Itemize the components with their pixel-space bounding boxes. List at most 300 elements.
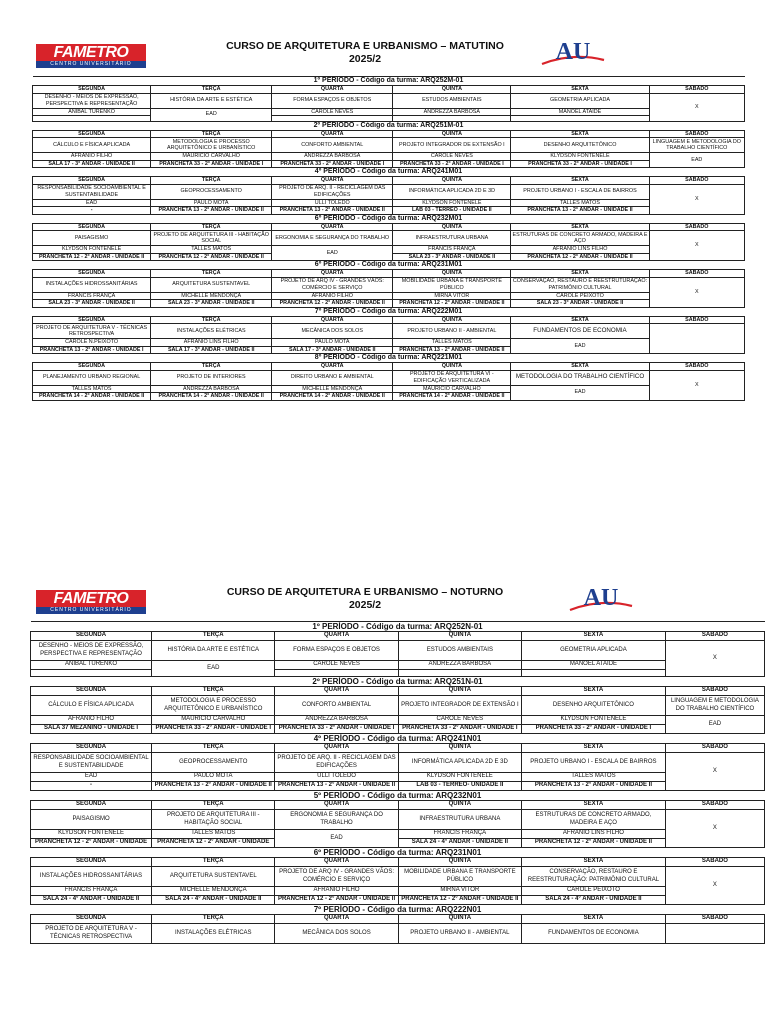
room-row xyxy=(31,896,765,905)
subject-row xyxy=(33,184,745,199)
day-header: QUARTA xyxy=(272,130,393,138)
day-header: QUARTA xyxy=(275,632,398,641)
day-header: SÁBADO xyxy=(649,86,744,94)
room-row xyxy=(31,782,765,791)
teacher-cell: PAULO MOTA xyxy=(151,199,272,207)
teacher-cell: KLYDSON FONTENELE xyxy=(511,153,649,161)
subject-cell: INFORMÁTICA APLICADA 2D E 3D xyxy=(398,753,521,773)
subject-row xyxy=(33,370,745,385)
saturday-cell: X xyxy=(649,231,744,261)
room-cell: - xyxy=(33,207,151,215)
period-heading: 8º PERÍODO - Código da turma: ARQ221M01 xyxy=(33,354,745,363)
period-heading: 4º PERÍODO - Código da turma: ARQ241N01 xyxy=(31,734,765,744)
day-header-row xyxy=(31,915,765,924)
day-header: QUARTA xyxy=(275,915,398,924)
teacher-cell: TALLES MATOS xyxy=(393,339,511,347)
day-header: SEGUNDA xyxy=(31,801,152,810)
subject-row xyxy=(33,324,745,339)
room-cell: PRANCHETA 12 - 2° ANDAR - UNIDADE II xyxy=(275,896,398,905)
day-header: TERÇA xyxy=(151,223,272,231)
teacher-cell: MIRNA VITOR xyxy=(398,887,521,896)
subject-cell: CÁLCULO E FÍSICA APLICADA xyxy=(31,696,152,716)
schedule-table-matutino xyxy=(32,76,745,401)
day-header: SÁBADO xyxy=(665,801,764,810)
teacher-cell: EAD xyxy=(31,773,152,782)
period-heading: 6º PERÍODO - Código da turma: ARQ231N01 xyxy=(31,848,765,858)
period-heading-row xyxy=(33,77,745,86)
day-header: QUARTA xyxy=(275,801,398,810)
day-header: TERÇA xyxy=(152,687,275,696)
subject-cell: PAISAGISMO xyxy=(31,810,152,830)
room-cell: PRANCHETA 12 - 2° ANDAR - UNIDADE II xyxy=(393,300,511,308)
day-header: SÁBADO xyxy=(665,744,764,753)
saturday-cell: X xyxy=(649,370,744,400)
teacher-cell: KLYDSON FONTENELE xyxy=(33,246,151,254)
room-cell: PRANCHETA 33 - 2° ANDAR - UNIDADE I xyxy=(151,160,272,168)
day-header: SÁBADO xyxy=(665,858,764,867)
teacher-cell: KLYDSON FONTENELE xyxy=(393,199,511,207)
room-cell: SALA 23 - 3° ANDAR - UNIDADE II xyxy=(511,300,649,308)
saturday-cell: LINGUAGEM E METODOLOGIA DO TRABALHO CIENTÍFICO xyxy=(665,696,764,716)
period-heading: 4º PERÍODO - Código da turma: ARQ241M01 xyxy=(33,168,745,177)
period-heading: 1º PERÍODO - Código da turma: ARQ252N-01 xyxy=(31,622,765,632)
room-cell: SALA 17 - 3° ANDAR - UNIDADE II xyxy=(151,346,272,354)
day-header: TERÇA xyxy=(152,744,275,753)
subject-cell: PROJETO DE INTERIORES xyxy=(151,370,272,385)
course-title: CURSO DE ARQUITETURA E URBANISMO – MATUTINO xyxy=(226,40,504,52)
schedule-title xyxy=(150,40,580,66)
subject-cell: GEOMETRIA APLICADA xyxy=(522,641,666,661)
saturday-cell xyxy=(665,924,764,944)
period-heading: 2º PERÍODO - Código da turma: ARQ251M-01 xyxy=(33,121,745,130)
period-heading: 2º PERÍODO - Código da turma: ARQ251N-01 xyxy=(31,677,765,687)
logo-brand: FAMETRO xyxy=(53,590,129,607)
day-header: SÁBADO xyxy=(649,363,744,371)
room-cell: PRANCHETA 13 - 2° ANDAR - UNIDADE II xyxy=(275,782,398,791)
au-mark: AU xyxy=(555,39,591,65)
subject-cell: PROJETO URBANO II - AMBIENTAL xyxy=(393,324,511,339)
subject-cell: DIREITO URBANO E AMBIENTAL xyxy=(272,370,393,385)
day-header: SEGUNDA xyxy=(31,632,152,641)
teacher-cell: ANDREZZA BARBOSA xyxy=(275,716,398,725)
day-header-row xyxy=(33,130,745,138)
period-heading-row xyxy=(31,734,765,744)
teacher-cell: ANDREZZA BARBOSA xyxy=(272,153,393,161)
subject-cell: PLANEJAMENTO URBANO REGIONAL xyxy=(33,370,151,385)
day-header: SEXTA xyxy=(522,687,666,696)
teacher-row xyxy=(31,830,765,839)
day-header: SEGUNDA xyxy=(33,130,151,138)
subject-cell: CONFORTO AMBIENTAL xyxy=(272,138,393,153)
day-header: QUINTA xyxy=(393,130,511,138)
day-header: QUARTA xyxy=(275,858,398,867)
teacher-cell: AFRANIO LINS FILHO xyxy=(522,830,666,839)
day-header: SEGUNDA xyxy=(31,858,152,867)
teacher-row xyxy=(33,199,745,207)
room-cell: PRANCHETA 33 - 2° ANDAR - UNIDADE I xyxy=(275,725,398,734)
day-header: QUARTA xyxy=(272,363,393,371)
day-header-row xyxy=(31,801,765,810)
room-cell: PRANCHETA 33 - 2° ANDAR - UNIDADE I xyxy=(398,725,521,734)
room-cell: PRANCHETA 33 - 2° ANDAR - UNIDADE I xyxy=(152,725,275,734)
day-header: TERÇA xyxy=(151,130,272,138)
teacher-row xyxy=(33,292,745,300)
room-cell: SALA 37 MEZANINO - UNIDADE I xyxy=(31,725,152,734)
subject-cell: GEOMETRIA APLICADA xyxy=(511,93,649,108)
saturday-cell: X xyxy=(665,810,764,848)
day-header: SEXTA xyxy=(522,632,666,641)
subject-cell: FUNDAMENTOS DE ECONOMIA xyxy=(522,924,666,944)
day-header: QUARTA xyxy=(272,223,393,231)
period-heading-row xyxy=(31,677,765,687)
subject-row xyxy=(31,641,765,661)
teacher-cell: MAURÍCIO CARVALHO xyxy=(152,716,275,725)
teacher-cell: EAD xyxy=(33,199,151,207)
day-header: QUINTA xyxy=(398,744,521,753)
day-header-row xyxy=(33,270,745,278)
room-cell: PRANCHETA 13 - 2° ANDAR - UNIDADE II xyxy=(272,207,393,215)
day-header: QUINTA xyxy=(393,270,511,278)
subject-cell: ESTUDOS AMBIENTAIS xyxy=(393,93,511,108)
room-cell: PRANCHETA 14 - 2° ANDAR - UNIDADE II xyxy=(33,393,151,401)
subject-cell: PROJETO DE ARQ IV - GRANDES VÃOS: COMÉRCIO E SERVIÇO xyxy=(272,277,393,292)
day-header: QUARTA xyxy=(275,744,398,753)
room-cell: PRANCHETA 14 - 2° ANDAR - UNIDADE II xyxy=(393,393,511,401)
day-header: SEGUNDA xyxy=(33,270,151,278)
day-header: TERÇA xyxy=(151,316,272,324)
teacher-cell: TALLES MATOS xyxy=(152,830,275,839)
room-cell: SALA 24 - 4° ANDAR - UNIDADE II xyxy=(522,896,666,905)
ead-cell: EAD xyxy=(275,830,398,848)
period-heading-row xyxy=(31,905,765,915)
teacher-row xyxy=(33,339,745,347)
period-heading-row xyxy=(33,121,745,130)
subject-cell: MOBILIDADE URBANA E TRANSPORTE PÚBLICO xyxy=(393,277,511,292)
saturday-cell: X xyxy=(665,753,764,791)
room-cell: LAB 03 - TÉRREO- UNIDADE II xyxy=(398,782,521,791)
subject-cell: RESPONSABILIDADE SOCIOAMBIENTAL E SUSTENTABILIDADE xyxy=(31,753,152,773)
au-logo xyxy=(566,584,636,616)
teacher-cell: CAROLE NEVES xyxy=(272,108,393,116)
teacher-cell: CAROLE NEVES xyxy=(393,153,511,161)
room-cell: PRANCHETA 12 - 2° ANDAR - UNIDADE II xyxy=(398,896,521,905)
room-cell: SALA 23 - 3° ANDAR - UNIDADE II xyxy=(33,300,151,308)
period-heading-row xyxy=(33,168,745,177)
period-heading-row xyxy=(33,354,745,363)
subject-row xyxy=(31,924,765,944)
room-cell: PRANCHETA 33 - 2° ANDAR - UNIDADE I xyxy=(393,160,511,168)
day-header: TERÇA xyxy=(152,632,275,641)
ead-cell: EAD xyxy=(665,716,764,734)
subject-cell: PROJETO DE ARQUITETURA V - TÉCNICAS RETROSPECTIVA xyxy=(31,924,152,944)
day-header: SEGUNDA xyxy=(31,687,152,696)
day-header-row xyxy=(33,363,745,371)
day-header: SEXTA xyxy=(522,801,666,810)
room-cell: PRANCHETA 12 - 2° ANDAR - UNIDADE II xyxy=(33,253,151,261)
subject-row xyxy=(31,696,765,716)
subject-cell: GEOPROCESSAMENTO xyxy=(152,753,275,773)
subject-cell: RESPONSABILIDADE SOCIOAMBIENTAL E SUSTENTABILIDADE xyxy=(33,184,151,199)
teacher-cell: TALLES MATOS xyxy=(511,199,649,207)
saturday-cell: X xyxy=(665,867,764,905)
day-header: QUINTA xyxy=(398,632,521,641)
day-header: SÁBADO xyxy=(665,915,764,924)
teacher-cell: MANOEL ATAÍDE xyxy=(522,661,666,670)
room-row xyxy=(31,839,765,848)
subject-cell: MOBILIDADE URBANA E TRANSPORTE PÚBLICO xyxy=(398,867,521,887)
room-cell: SALA 17 - 3° ANDAR - UNIDADE II xyxy=(33,160,151,168)
teacher-cell: ANDREZZA BARBOSA xyxy=(151,385,272,393)
saturday-cell: X xyxy=(665,641,764,677)
day-header: SEGUNDA xyxy=(31,744,152,753)
subject-cell: CONSERVAÇÃO, RESTAURO E REESTRUTURAÇÃO: PATRIMÔNIO CULTURAL xyxy=(522,867,666,887)
teacher-row xyxy=(33,385,745,393)
subject-row xyxy=(33,93,745,108)
room-cell xyxy=(275,670,398,677)
day-header: QUARTA xyxy=(272,270,393,278)
teacher-row xyxy=(31,887,765,896)
subject-cell: DESENHO - MEIOS DE EXPRESSÃO, PERSPECTIVA E REPRESENTAÇÃO xyxy=(31,641,152,661)
subject-row xyxy=(31,867,765,887)
course-title: CURSO DE ARQUITETURA E URBANISMO – NOTURNO xyxy=(226,586,504,598)
room-cell: PRANCHETA 13 - 2° ANDAR - UNIDADE II xyxy=(152,782,275,791)
room-cell: PRANCHETA 13 - 2° ANDAR - UNIDADE II xyxy=(393,346,511,354)
subject-cell: ERGONOMIA E SEGURANÇA DO TRABALHO xyxy=(275,810,398,830)
subject-cell: MECÂNICA DOS SOLOS xyxy=(275,924,398,944)
subject-cell: INSTALAÇÕES ELÉTRICAS xyxy=(151,324,272,339)
subject-cell: DESENHO ARQUITETÔNICO xyxy=(522,696,666,716)
room-cell: PRANCHETA 13 - 2° ANDAR - UNIDADE II xyxy=(151,207,272,215)
period-heading-row xyxy=(31,848,765,858)
day-header: SÁBADO xyxy=(665,687,764,696)
room-cell: PRANCHETA 12 - 2° ANDAR - UNIDADE II xyxy=(272,300,393,308)
teacher-cell: AFRANIO LINS FILHO xyxy=(511,246,649,254)
day-header: SEXTA xyxy=(522,915,666,924)
saturday-cell xyxy=(649,324,744,354)
day-header: SEGUNDA xyxy=(33,86,151,94)
subject-cell: FORMA ESPAÇOS E OBJETOS xyxy=(275,641,398,661)
saturday-cell: X xyxy=(649,93,744,121)
subject-row xyxy=(33,138,745,153)
day-header: TERÇA xyxy=(152,915,275,924)
subject-cell: ESTUDOS AMBIENTAIS xyxy=(398,641,521,661)
subject-cell: DESENHO ARQUITETÔNICO xyxy=(511,138,649,153)
teacher-cell: ANDREZZA BARBOSA xyxy=(398,661,521,670)
teacher-cell: MAURÍCIO CARVALHO xyxy=(151,153,272,161)
teacher-cell: TALLES MATOS xyxy=(151,246,272,254)
teacher-cell: PAULO MOTA xyxy=(152,773,275,782)
subject-cell: CÁLCULO E FÍSICA APLICADA xyxy=(33,138,151,153)
schedule-matutino xyxy=(0,0,768,500)
room-cell: PRANCHETA 12 - 2° ANDAR - UNIDADE II xyxy=(522,839,666,848)
room-cell: SALA 23 - 3° ANDAR - UNIDADE II xyxy=(151,300,272,308)
subject-cell: PROJETO DE ARQ. II - RECICLAGEM DAS EDIFICAÇÕES xyxy=(272,184,393,199)
room-cell: PRANCHETA 13 - 2° ANDAR - UNIDADE II xyxy=(522,782,666,791)
day-header: QUINTA xyxy=(398,801,521,810)
ead-cell: EAD xyxy=(511,385,649,400)
day-header: TERÇA xyxy=(151,270,272,278)
semester: 2025/2 xyxy=(348,599,382,611)
day-header: TERÇA xyxy=(151,86,272,94)
teacher-cell: CAROLE NEVES xyxy=(275,661,398,670)
teacher-cell: MICHELLE MENDONÇA xyxy=(152,887,275,896)
room-cell xyxy=(398,670,521,677)
teacher-cell: ANÍBAL TURENKO xyxy=(33,108,151,116)
period-heading: 1º PERÍODO - Código da turma: ARQ252M-01 xyxy=(33,77,745,86)
subject-cell: PROJETO URBANO I - ESCALA DE BAIRROS xyxy=(511,184,649,199)
day-header: SEXTA xyxy=(511,363,649,371)
subject-cell: METODOLOGIA E PROCESSO ARQUITETÔNICO E URBANÍSTICO xyxy=(152,696,275,716)
teacher-cell: MANOEL ATAÍDE xyxy=(511,108,649,116)
day-header: SEXTA xyxy=(511,130,649,138)
saturday-cell: LINGUAGEM E METODOLOGIA DO TRABALHO CIENTÍFICO xyxy=(649,138,744,153)
subject-cell: ESTRUTURAS DE CONCRETO ARMADO, MADEIRA E AÇO xyxy=(522,810,666,830)
subject-cell: PROJETO DE ARQ IV - GRANDES VÃOS: COMÉRCIO E SERVIÇO xyxy=(275,867,398,887)
subject-cell: ARQUITETURA SUSTENTAVEL xyxy=(151,277,272,292)
room-cell: PRANCHETA 33 - 2° ANDAR - UNIDADE I xyxy=(522,725,666,734)
subject-cell: PROJETO URBANO II - AMBIENTAL xyxy=(398,924,521,944)
day-header: SÁBADO xyxy=(649,316,744,324)
subject-cell: ARQUITETURA SUSTENTAVEL xyxy=(152,867,275,887)
subject-cell: PAISAGISMO xyxy=(33,231,151,246)
day-header: QUINTA xyxy=(393,177,511,185)
logo-subtitle: CENTRO UNIVERSITÁRIO xyxy=(36,607,146,614)
logo-subtitle: CENTRO UNIVERSITÁRIO xyxy=(36,61,146,68)
teacher-cell: MICHELLE MENDONÇA xyxy=(272,385,393,393)
teacher-cell: AFRANIO FILHO xyxy=(275,887,398,896)
teacher-cell: TALLES MATOS xyxy=(33,385,151,393)
day-header: QUINTA xyxy=(398,687,521,696)
au-logo xyxy=(538,38,608,70)
day-header: QUINTA xyxy=(393,86,511,94)
day-header-row xyxy=(31,687,765,696)
subject-cell: HISTÓRIA DA ARTE E ESTÉTICA xyxy=(151,93,272,108)
day-header: QUARTA xyxy=(272,177,393,185)
day-header: QUARTA xyxy=(272,86,393,94)
ead-cell: EAD xyxy=(152,661,275,677)
schedule-table-noturno xyxy=(30,621,765,944)
teacher-cell: CAROLE N.PEIXOTO xyxy=(33,339,151,347)
day-header-row xyxy=(33,316,745,324)
subject-cell: PROJETO URBANO I - ESCALA DE BAIRROS xyxy=(522,753,666,773)
period-heading: 6º PERÍODO - Código da turma: ARQ232M01 xyxy=(33,214,745,223)
teacher-row xyxy=(31,661,765,670)
au-mark: AU xyxy=(583,585,619,611)
subject-cell: GEOPROCESSAMENTO xyxy=(151,184,272,199)
room-row xyxy=(31,725,765,734)
subject-cell: ESTRUTURAS DE CONCRETO ARMADO, MADEIRA E AÇO xyxy=(512,231,648,244)
day-header: TERÇA xyxy=(152,858,275,867)
period-heading-row xyxy=(31,622,765,632)
day-header: SEGUNDA xyxy=(33,223,151,231)
subject-cell: CONFORTO AMBIENTAL xyxy=(275,696,398,716)
day-header: SÁBADO xyxy=(665,632,764,641)
teacher-cell: ULLI TOLEDO xyxy=(275,773,398,782)
teacher-cell: MIRNA VITOR xyxy=(393,292,511,300)
room-cell xyxy=(31,670,152,677)
subject-cell: METODOLOGIA E PROCESSO ARQUITETÔNICO E URBANÍSTICO xyxy=(151,138,272,153)
room-cell: PRANCHETA 33 - 2° ANDAR - UNIDADE I xyxy=(272,160,393,168)
day-header: QUINTA xyxy=(393,363,511,371)
day-header: SEXTA xyxy=(522,858,666,867)
teacher-row xyxy=(33,153,745,161)
saturday-cell: X xyxy=(649,277,744,307)
day-header: TERÇA xyxy=(152,801,275,810)
day-header: SEXTA xyxy=(511,270,649,278)
semester: 2025/2 xyxy=(348,53,382,65)
room-cell: SALA 24 - 4° ANDAR - UNIDADE II xyxy=(31,896,152,905)
ead-cell: EAD xyxy=(511,339,649,354)
ead-cell: EAD xyxy=(649,153,744,168)
logo-brand: FAMETRO xyxy=(53,44,129,61)
day-header: QUARTA xyxy=(272,316,393,324)
subject-cell: PROJETO DE ARQUITETURA III - HABITAÇÃO SOCIAL xyxy=(151,231,272,246)
day-header: SEXTA xyxy=(511,223,649,231)
teacher-row xyxy=(31,773,765,782)
room-cell: SALA 23 - 3° ANDAR - UNIDADE II xyxy=(393,253,511,261)
day-header: SÁBADO xyxy=(649,130,744,138)
period-heading-row xyxy=(31,791,765,801)
subject-cell: PROJETO INTEGRADOR DE EXTENSÃO I xyxy=(398,696,521,716)
subject-cell: INSTALAÇÕES HIDROSSANITÁRIAS xyxy=(31,867,152,887)
day-header: QUINTA xyxy=(393,316,511,324)
room-row xyxy=(33,300,745,308)
subject-row xyxy=(31,810,765,830)
period-heading: 6º PERÍODO - Código da turma: ARQ231M01 xyxy=(33,261,745,270)
subject-cell: ERGONOMIA E SEGURANÇA DO TRABALHO xyxy=(272,231,393,246)
day-header: SÁBADO xyxy=(649,223,744,231)
room-cell xyxy=(522,670,666,677)
subject-cell: INSTALAÇÕES ELÉTRICAS xyxy=(152,924,275,944)
teacher-cell: AFRANIO FILHO xyxy=(272,292,393,300)
day-header: SEXTA xyxy=(522,744,666,753)
subject-cell: PROJETO DE ARQUITETURA VI - EDIFICAÇÃO VERTICALIZADA xyxy=(393,370,511,385)
room-cell: PRANCHETA 13 - 2° ANDAR - UNIDADE I xyxy=(33,346,151,354)
fametro-logo xyxy=(36,44,146,68)
day-header: SEXTA xyxy=(511,177,649,185)
room-cell: PRANCHETA 14 - 2° ANDAR - UNIDADE II xyxy=(151,393,272,401)
subject-cell: FUNDAMENTOS DE ECONOMIA xyxy=(511,324,649,339)
day-header: QUINTA xyxy=(393,223,511,231)
teacher-cell: CAROLE PEIXOTO xyxy=(522,887,666,896)
room-row xyxy=(33,160,745,168)
period-heading-row xyxy=(33,307,745,316)
teacher-cell: KLYDSON FONTENELE xyxy=(398,773,521,782)
subject-cell: PROJETO DE ARQUITETURA III - HABITAÇÃO SOCIAL xyxy=(152,810,275,830)
subject-cell: PROJETO DE ARQUITETURA V - TÉCNICAS RETROSPECTIVA xyxy=(33,324,151,339)
day-header: TERÇA xyxy=(151,363,272,371)
subject-cell: CONSERVAÇÃO, RESTAURO E REESTRUTURAÇÃO: PATRIMÔNIO CULTURAL xyxy=(512,278,648,291)
fametro-logo xyxy=(36,590,146,614)
teacher-cell: ANDREZZA BARBOSA xyxy=(393,108,511,116)
subject-cell: PROJETO DE ARQ. II - RECICLAGEM DAS EDIFICAÇÕES xyxy=(275,753,398,773)
teacher-cell: AFRANIO FILHO xyxy=(31,716,152,725)
room-cell: PRANCHETA 12 - 2° ANDAR - UNIDADE xyxy=(31,839,152,848)
teacher-cell: MICHELLE MENDONÇA xyxy=(151,292,272,300)
day-header: SEGUNDA xyxy=(33,177,151,185)
teacher-row xyxy=(33,108,745,116)
room-cell: PRANCHETA 12 - 2° ANDAR - UNIDADE II xyxy=(151,253,272,261)
subject-cell: PROJETO INTEGRADOR DE EXTENSÃO I xyxy=(393,138,511,153)
room-cell: SALA 24 - 4° ANDAR - UNIDADE II xyxy=(398,839,521,848)
teacher-cell: CAROLE NEVES xyxy=(398,716,521,725)
room-cell: PRANCHETA 12 - 2° ANDAR - UNIDADE xyxy=(152,839,275,848)
day-header-row xyxy=(33,177,745,185)
day-header-row xyxy=(31,744,765,753)
day-header: TERÇA xyxy=(151,177,272,185)
teacher-cell: ANÍBAL TURENKO xyxy=(31,661,152,670)
subject-row xyxy=(33,277,745,292)
